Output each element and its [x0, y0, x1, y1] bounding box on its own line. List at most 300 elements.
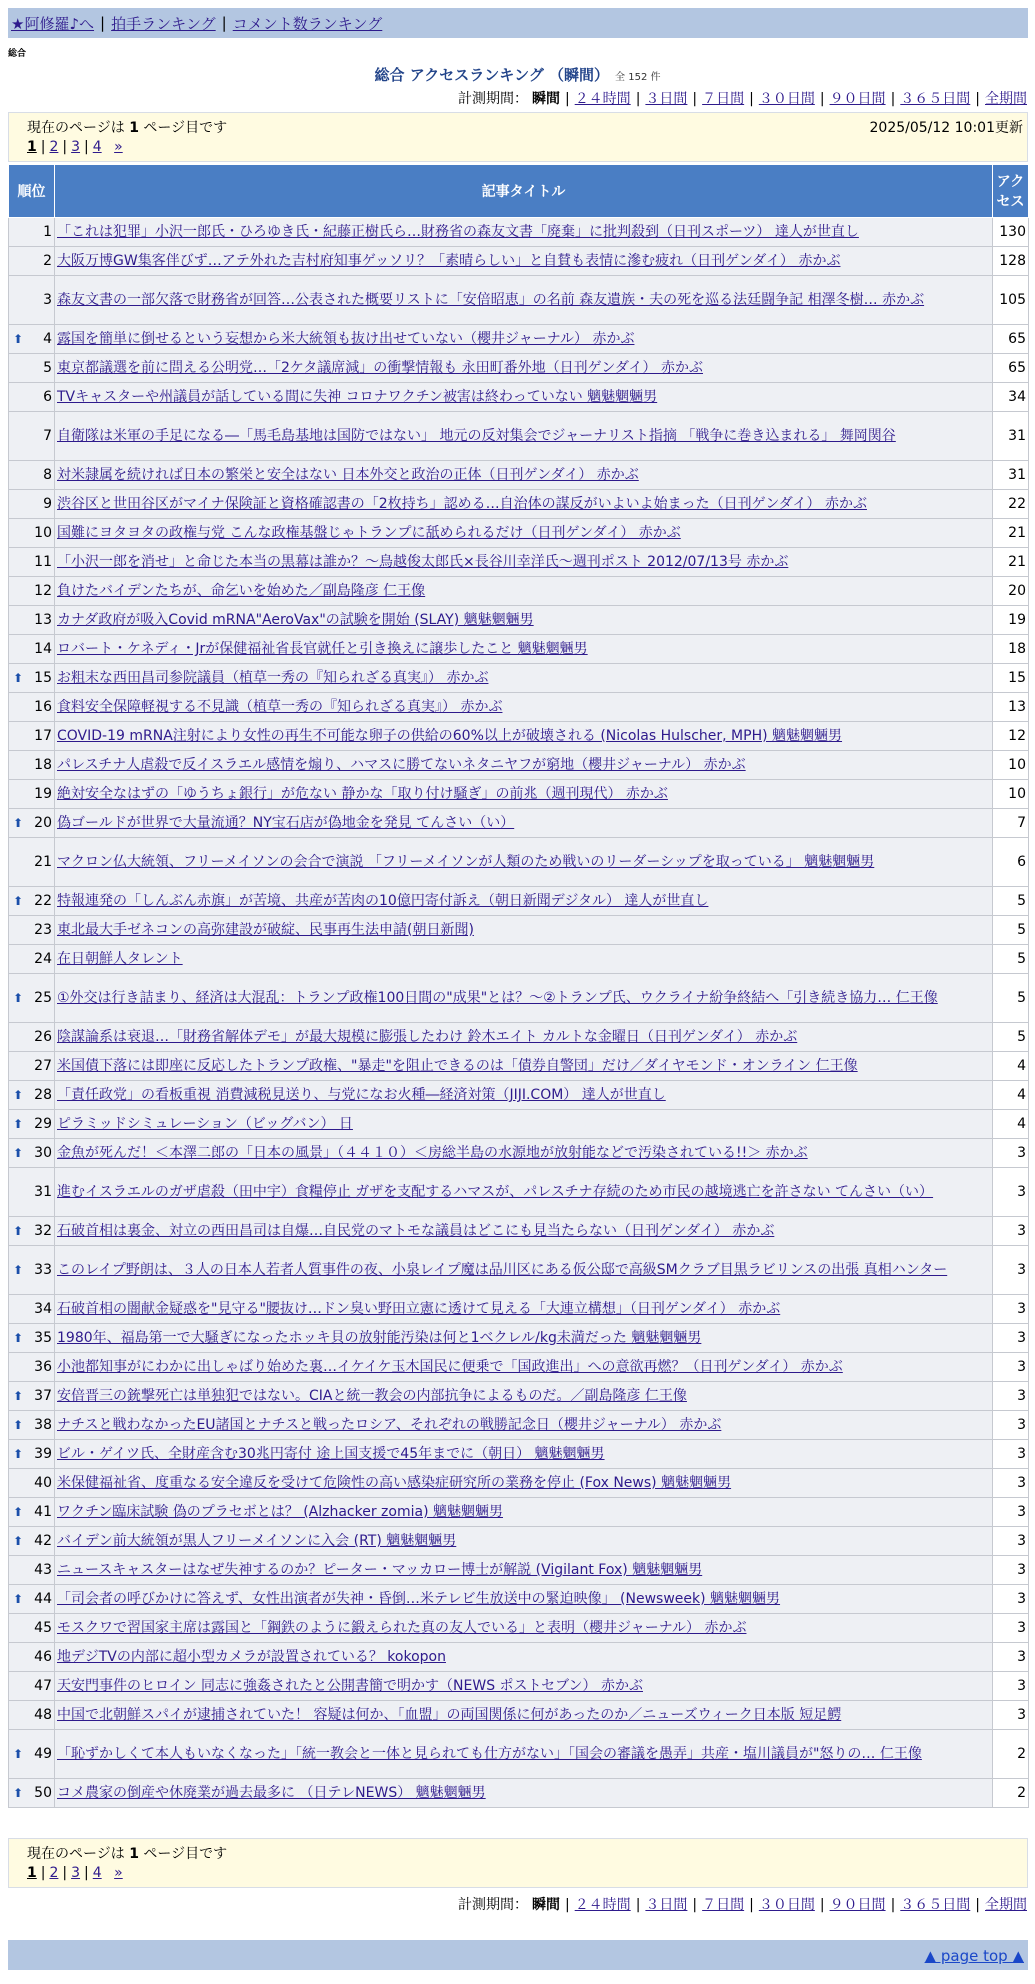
period-separator: |	[819, 91, 825, 107]
title-cell	[55, 354, 993, 383]
pager-current: 1	[27, 1865, 37, 1881]
rank-number: 38	[34, 1417, 52, 1433]
title-cell	[55, 1324, 993, 1353]
header-title: 記事タイトル	[55, 165, 993, 218]
period-current: 瞬間	[531, 91, 560, 107]
title-cell	[55, 383, 993, 412]
title-cell	[55, 1023, 993, 1052]
rank-cell	[9, 1353, 55, 1382]
article-link[interactable]: 米保健福祉省、度重なる安全違反を受けて危険性の高い感染症研究所の業務を停止 (Fox News) 魑魅魍魎男	[57, 1475, 732, 1491]
rank-number: 30	[34, 1145, 52, 1161]
access-count: 13	[993, 693, 1029, 722]
rank-cell	[9, 751, 55, 780]
rank-number: 16	[34, 699, 52, 715]
access-count: 5	[993, 1023, 1029, 1052]
pager-next[interactable]: »	[114, 1865, 123, 1881]
rank-number: 49	[34, 1746, 52, 1762]
article-link[interactable]: 小池都知事がにわかに出しゃばり始めた裏…イケイケ玉木国民に便乗で「国政進出」への意欲再燃？（日刊ゲンダイ） 赤かぶ	[57, 1359, 843, 1375]
rank-number: 6	[43, 389, 52, 405]
title-cell	[55, 412, 993, 461]
period-option-link[interactable]: ３０日間	[758, 1897, 815, 1913]
header-access: アクセス	[993, 165, 1029, 218]
period-separator: |	[564, 1897, 570, 1913]
up-arrow-icon: ⬆	[13, 1505, 24, 1519]
rank-cell	[9, 887, 55, 916]
table-row	[9, 1246, 1029, 1295]
period-separator: |	[819, 1897, 825, 1913]
pager-separator: |	[40, 1865, 46, 1881]
title-cell	[55, 247, 993, 276]
pager-link[interactable]: 3	[71, 139, 81, 155]
current-page-text	[27, 1843, 227, 1863]
page-info-bottom	[8, 1838, 1028, 1888]
page-suffix: ページ目です	[143, 1846, 228, 1862]
table-row	[9, 606, 1029, 635]
rank-number: 29	[34, 1116, 52, 1132]
rank-number: 35	[34, 1330, 52, 1346]
table-row	[9, 490, 1029, 519]
article-link[interactable]: 食料安全保障軽視する不見識（植草一秀の『知られざる真実』） 赤かぶ	[57, 699, 503, 715]
rank-number: 21	[34, 854, 52, 870]
rank-number: 20	[34, 815, 52, 831]
article-link[interactable]: 金魚が死んだ！＜本澤二郎の「日本の風景」（４４１０）＜房総半島の水源地が放射能などで汚染されている!!＞ 赤かぶ	[57, 1145, 808, 1161]
pager-link[interactable]: 4	[92, 1865, 102, 1881]
table-row	[9, 412, 1029, 461]
title-cell	[55, 1295, 993, 1324]
article-link[interactable]: 「司会者の呼びかけに答えず、女性出演者が失神・昏倒…米テレビ生放送中の緊迫映像」 (Newsweek) 魑魅魍魎男	[57, 1591, 781, 1607]
title-cell	[55, 1614, 993, 1643]
title-cell	[55, 945, 993, 974]
article-link[interactable]: 森友文書の一部欠落で財務省が回答…公表された概要リストに「安倍昭恵」の名前 森友遺族・夫の死を巡る法廷闘争記 相澤冬樹… 赤かぶ	[57, 292, 925, 308]
table-row	[9, 722, 1029, 751]
rank-number: 31	[34, 1184, 52, 1200]
table-row	[9, 1643, 1029, 1672]
access-count: 3	[993, 1246, 1029, 1295]
access-count: 130	[993, 218, 1029, 247]
page-prefix: 現在のページは	[27, 1846, 125, 1862]
article-link[interactable]: モスクワで習国家主席は露国と「鋼鉄のように鍛えられた真の友人でいる」と表明（櫻井ジャーナル） 赤かぶ	[57, 1620, 747, 1636]
rank-number: 18	[34, 757, 52, 773]
rank-number: 33	[34, 1262, 52, 1278]
article-link[interactable]: 石破首相は裏金、対立の西田昌司は自爆…自民党のマトモな議員はどこにも見当たらない（日刊ゲンダイ） 赤かぶ	[57, 1223, 775, 1239]
rank-cell	[9, 1469, 55, 1498]
up-arrow-icon: ⬆	[13, 894, 24, 908]
table-row	[9, 519, 1029, 548]
article-link[interactable]: 1980年、福島第一で大騒ぎになったホッキ貝の放射能汚染は何と1ベクレル/kg未満だった 魑魅魍魎男	[57, 1330, 702, 1346]
article-link[interactable]: 露国を簡単に倒せるという妄想から米大統領も抜け出せていない（櫻井ジャーナル） 赤かぶ	[57, 331, 635, 347]
table-row	[9, 276, 1029, 325]
table-row	[9, 577, 1029, 606]
title-cell	[55, 1382, 993, 1411]
article-link[interactable]: カナダ政府が吸入Covid mRNA"AeroVax"の試験を開始 (SLAY) 魑魅魍魎男	[57, 612, 534, 628]
page-number: 1	[129, 120, 139, 136]
article-link[interactable]: ナチスと戦わなかったEU諸国とナチスと戦ったロシア、それぞれの戦勝記念日（櫻井ジャーナル） 赤かぶ	[57, 1417, 722, 1433]
article-link[interactable]: 自衛隊は米軍の手足になる―「馬毛島基地は国防ではない」 地元の反対集会でジャーナリスト指摘 「戦争に巻き込まれる」 舞岡関谷	[57, 428, 896, 444]
rank-number: 13	[34, 612, 52, 628]
title-cell	[55, 1469, 993, 1498]
title-cell	[55, 1498, 993, 1527]
period-option-link[interactable]: ２４時間	[574, 91, 631, 107]
pager-link[interactable]: 4	[92, 139, 102, 155]
access-count: 7	[993, 809, 1029, 838]
rank-cell	[9, 916, 55, 945]
table-row	[9, 1614, 1029, 1643]
table-row	[9, 838, 1029, 887]
page-top-link[interactable]: ▲ page top ▲	[924, 1947, 1024, 1965]
article-link[interactable]: 「責任政党」の看板重視 消費減税見送り、与党になお火種―経済対策（JIJI.COM） 達人が世直し	[57, 1087, 666, 1103]
pager-link[interactable]: 2	[49, 1865, 59, 1881]
article-link[interactable]: 東北最大手ゼネコンの高弥建設が破綻、民事再生法申請(朝日新聞)	[57, 922, 474, 938]
title-cell	[55, 1168, 993, 1217]
period-option-link[interactable]: ９０日間	[829, 91, 886, 107]
article-link[interactable]: 「恥ずかしくて本人もいなくなった」「統一教会と一体と見られても仕方がない」「国会の審議を愚弄」共産・塩川議員が"怒りの… 仁王像	[57, 1746, 922, 1762]
period-option-link[interactable]: 全期間	[985, 91, 1027, 107]
access-count: 105	[993, 276, 1029, 325]
access-count: 20	[993, 577, 1029, 606]
period-separator: |	[975, 91, 980, 107]
rank-cell	[9, 1730, 55, 1779]
access-count: 21	[993, 548, 1029, 577]
pager-separator: |	[84, 139, 89, 155]
updated-timestamp: 2025/05/12 10:01更新	[869, 120, 1023, 136]
up-arrow-icon: ⬆	[13, 1263, 24, 1277]
access-count: 5	[993, 945, 1029, 974]
table-row	[9, 1556, 1029, 1585]
article-link[interactable]: パレスチナ人虐殺で反イスラエル感情を煽り、ハマスに勝てないネタニヤフが窮地（櫻井ジャーナル） 赤かぶ	[57, 757, 746, 773]
article-link[interactable]: 偽ゴールドが世界で大量流通？NY宝石店が偽地金を発見 てんさい（い）	[57, 815, 515, 831]
table-row	[9, 1440, 1029, 1469]
top-nav-bar	[8, 8, 1028, 38]
rank-number: 19	[34, 786, 52, 802]
rank-number: 43	[34, 1562, 52, 1578]
article-link[interactable]: ロバート・ケネディ・Jrが保健福祉省長官就任と引き換えに譲歩したこと 魑魅魍魎男	[57, 641, 588, 657]
table-row	[9, 693, 1029, 722]
table-row	[9, 1779, 1029, 1808]
article-link[interactable]: 東京都議選を前に問える公明党…「2ケタ議席減」の衝撃情報も 永田町番外地（日刊ゲンダイ） 赤かぶ	[57, 360, 703, 376]
table-row	[9, 916, 1029, 945]
period-option-link[interactable]: ３６５日間	[900, 91, 971, 107]
access-count: 18	[993, 635, 1029, 664]
period-separator: |	[692, 1897, 698, 1913]
access-count: 3	[993, 1217, 1029, 1246]
access-count: 10	[993, 780, 1029, 809]
bottom-bar	[8, 1940, 1028, 1970]
article-link[interactable]: 石破首相の闇献金疑惑を"見守る"腰抜け…ドン臭い野田立憲に透けて見える「大連立構想」（日刊ゲンダイ） 赤かぶ	[57, 1301, 781, 1317]
article-link[interactable]: バイデン前大統領が黒人フリーメイソンに入会 (RT) 魑魅魍魎男	[57, 1533, 457, 1549]
title-cell	[55, 577, 993, 606]
rank-number: 37	[34, 1388, 52, 1404]
rank-cell	[9, 1556, 55, 1585]
table-row	[9, 325, 1029, 354]
article-link[interactable]: コメ農家の倒産や休廃業が過去最多に （日テレNEWS） 魑魅魍魎男	[57, 1785, 486, 1801]
total-count: 全 152 件	[615, 72, 661, 83]
access-count: 31	[993, 461, 1029, 490]
access-count: 21	[993, 519, 1029, 548]
table-row	[9, 887, 1029, 916]
period-option-link[interactable]: ９０日間	[829, 1897, 886, 1913]
up-arrow-icon: ⬆	[13, 1747, 24, 1761]
rank-number: 34	[34, 1301, 52, 1317]
rank-number: 44	[34, 1591, 52, 1607]
nav-separator: |	[100, 14, 106, 32]
article-link[interactable]: 特報連発の「しんぶん赤旗」が苦境、共産が苦肉の10億円寄付訴え（朝日新聞デジタル） 達人が世直し	[57, 893, 709, 909]
rank-number: 24	[34, 951, 52, 967]
rank-number: 42	[34, 1533, 52, 1549]
title-cell	[55, 461, 993, 490]
table-row	[9, 1139, 1029, 1168]
article-link[interactable]: 「これは犯罪」小沢一郎氏・ひろゆき氏・紀藤正樹氏ら…財務省の森友文書「廃棄」に批判殺到（日刊スポーツ） 達人が世直し	[57, 224, 859, 240]
pager-spacer	[106, 139, 110, 155]
period-option-link[interactable]: 全期間	[985, 1897, 1027, 1913]
title-cell	[55, 1110, 993, 1139]
title-cell	[55, 490, 993, 519]
access-count: 3	[993, 1701, 1029, 1730]
rank-cell	[9, 838, 55, 887]
rank-number: 10	[34, 525, 52, 541]
rank-number: 9	[43, 496, 52, 512]
table-header-row	[9, 165, 1029, 218]
title-cell	[55, 664, 993, 693]
nav-link-clap-ranking[interactable]: 拍手ランキング	[111, 14, 216, 33]
table-row	[9, 635, 1029, 664]
rank-number: 28	[34, 1087, 52, 1103]
access-count: 3	[993, 1295, 1029, 1324]
title-cell	[55, 1701, 993, 1730]
nav-link-comment-ranking[interactable]: コメント数ランキング	[232, 14, 383, 33]
access-count: 3	[993, 1614, 1029, 1643]
up-arrow-icon: ⬆	[13, 1117, 24, 1131]
article-link[interactable]: ニュースキャスターはなぜ失神するのか？ピーター・マッカロー博士が解説 (Vigilant Fox) 魑魅魍魎男	[57, 1562, 703, 1578]
rank-cell	[9, 1139, 55, 1168]
article-link[interactable]: 絶対安全なはずの「ゆうちょ銀行」が危ない 静かな「取り付け騒ぎ」の前兆（週刊現代） 赤かぶ	[57, 786, 668, 802]
access-count: 19	[993, 606, 1029, 635]
rank-cell	[9, 1217, 55, 1246]
period-separator: |	[890, 91, 896, 107]
up-arrow-icon: ⬆	[13, 1331, 24, 1345]
rank-number: 47	[34, 1678, 52, 1694]
article-link[interactable]: 対米隷属を続ければ日本の繁栄と安全はない 日本外交と政治の正体（日刊ゲンダイ） 赤かぶ	[57, 467, 639, 483]
nav-link-asyura[interactable]: ★阿修羅♪へ	[11, 14, 95, 33]
title-cell	[55, 1081, 993, 1110]
article-link[interactable]: お粗末な西田昌司参院議員（植草一秀の『知られざる真実』） 赤かぶ	[57, 670, 489, 686]
up-arrow-icon: ⬆	[13, 1534, 24, 1548]
article-link[interactable]: 陰謀論系は衰退…「財務省解体デモ」が最大規模に膨張したわけ 鈴木エイト カルトな金曜日（日刊ゲンダイ） 赤かぶ	[57, 1029, 798, 1045]
article-link[interactable]: 天安門事件のヒロイン 同志に強姦されたと公開書簡で明かす（NEWS ポストセブン） 赤かぶ	[57, 1678, 643, 1694]
title-cell	[55, 780, 993, 809]
title-cell	[55, 722, 993, 751]
rank-cell	[9, 218, 55, 247]
pager	[27, 139, 123, 155]
up-arrow-icon: ⬆	[13, 1786, 24, 1800]
ranking-title-text: 総合 アクセスランキング （瞬間）	[374, 66, 610, 84]
rank-number: 1	[43, 224, 52, 240]
rank-number: 8	[43, 467, 52, 483]
rank-cell	[9, 1023, 55, 1052]
access-count: 3	[993, 1643, 1029, 1672]
up-arrow-icon: ⬆	[13, 1592, 24, 1606]
period-option-link[interactable]: ３６５日間	[900, 1897, 971, 1913]
rank-cell	[9, 1672, 55, 1701]
page-info-top	[8, 112, 1028, 162]
access-count: 65	[993, 354, 1029, 383]
access-count: 3	[993, 1168, 1029, 1217]
title-cell	[55, 548, 993, 577]
rank-number: 39	[34, 1446, 52, 1462]
rank-number: 17	[34, 728, 52, 744]
rank-number: 7	[43, 428, 52, 444]
table-row	[9, 1168, 1029, 1217]
rank-cell	[9, 1779, 55, 1808]
access-count: 15	[993, 664, 1029, 693]
access-count: 3	[993, 1498, 1029, 1527]
access-count: 3	[993, 1585, 1029, 1614]
period-option-link[interactable]: ３０日間	[758, 91, 815, 107]
pager-separator: |	[84, 1865, 89, 1881]
article-link[interactable]: 渋谷区と世田谷区がマイナ保険証と資格確認書の「2枚持ち」認める…自治体の謀反がいよいよ始まった（日刊ゲンダイ） 赤かぶ	[57, 496, 867, 512]
rank-cell	[9, 490, 55, 519]
table-row	[9, 1353, 1029, 1382]
period-option-link[interactable]: ２４時間	[574, 1897, 631, 1913]
pager-separator: |	[62, 139, 68, 155]
title-cell	[55, 838, 993, 887]
article-link[interactable]: このレイプ野朗は、３人の日本人若者人質事件の夜、小泉レイプ魔は品川区にある仮公邸で高級SMクラブ目黒ラビリンスの出張 真相ハンター	[57, 1262, 948, 1278]
rank-cell	[9, 809, 55, 838]
rank-cell	[9, 974, 55, 1023]
article-link[interactable]: ピラミッドシミュレーション（ビッグバン） 日	[57, 1116, 353, 1132]
rank-cell	[9, 519, 55, 548]
rank-cell	[9, 1246, 55, 1295]
table-row	[9, 809, 1029, 838]
rank-number: 27	[34, 1058, 52, 1074]
ranking-table	[8, 164, 1029, 1808]
rank-cell	[9, 1382, 55, 1411]
rank-cell	[9, 1110, 55, 1139]
table-row	[9, 218, 1029, 247]
pager-link[interactable]: 3	[71, 1865, 81, 1881]
article-link[interactable]: 地デジTVの内部に超小型カメラが設置されている？ kokopon	[57, 1649, 446, 1665]
article-link[interactable]: 安倍晋三の銃撃死亡は単独犯ではない。CIAと統一教会の内部抗争によるものだ。／副島隆彦 仁王像	[57, 1388, 687, 1404]
access-count: 6	[993, 838, 1029, 887]
period-option-link[interactable]: ３日間	[645, 1897, 688, 1913]
nav-separator: |	[221, 14, 227, 32]
article-link[interactable]: 大阪万博GW集客伴びず…アテ外れた吉村府知事ゲッソリ？「素晴らしい」と自賛も表情に滲む疲れ（日刊ゲンダイ） 赤かぶ	[57, 253, 841, 269]
pager-link[interactable]: 2	[49, 139, 59, 155]
table-row	[9, 945, 1029, 974]
article-link[interactable]: ①外交は行き詰まり、経済は大混乱：トランプ政権100日間の"成果"とは？～②トランプ氏、ウクライナ紛争終結へ「引き続き協力… 仁王像	[57, 990, 938, 1006]
up-arrow-icon: ⬆	[13, 1389, 24, 1403]
article-link[interactable]: 「小沢一郎を消せ」と命じた本当の黒幕は誰か？～鳥越俊太郎氏×長谷川幸洋氏～週刊ポスト 2012/07/13号 赤かぶ	[57, 554, 789, 570]
table-row	[9, 354, 1029, 383]
article-link[interactable]: 国難にヨタヨタの政権与党 こんな政権基盤じゃトランプに舐められるだけ（日刊ゲンダイ） 赤かぶ	[57, 525, 681, 541]
access-count: 3	[993, 1527, 1029, 1556]
table-row	[9, 664, 1029, 693]
period-option-link[interactable]: ３日間	[645, 91, 688, 107]
article-link[interactable]: 在日朝鮮人タレント	[57, 951, 183, 967]
rank-cell	[9, 1411, 55, 1440]
article-link[interactable]: マクロン仏大統領、フリーメイソンの会合で演説 「フリーメイソンが人類のため戦いのリーダーシップを取っている」 魑魅魍魎男	[57, 854, 875, 870]
rank-cell	[9, 1081, 55, 1110]
current-page-text	[27, 117, 227, 137]
table-row	[9, 1701, 1029, 1730]
rank-cell	[9, 577, 55, 606]
table-row	[9, 1110, 1029, 1139]
table-row	[9, 1324, 1029, 1353]
access-count: 3	[993, 1382, 1029, 1411]
title-cell	[55, 809, 993, 838]
access-count: 31	[993, 412, 1029, 461]
access-count: 3	[993, 1324, 1029, 1353]
rank-number: 15	[34, 670, 52, 686]
access-count: 12	[993, 722, 1029, 751]
rank-cell	[9, 722, 55, 751]
table-row	[9, 1585, 1029, 1614]
rank-number: 40	[34, 1475, 52, 1491]
article-link[interactable]: 中国で北朝鮮スパイが逮捕されていた！ 容疑は何か、「血盟」の両国関係に何があったのか／ニューズウィーク日本版 短足鰐	[57, 1707, 842, 1723]
pager-next[interactable]: »	[114, 139, 123, 155]
rank-cell	[9, 1527, 55, 1556]
title-cell	[55, 1217, 993, 1246]
period-separator: |	[635, 91, 641, 107]
rank-number: 5	[43, 360, 52, 376]
article-link[interactable]: 米国債下落には即座に反応したトランプ政権、"暴走"を阻止できるのは「債券自警団」だけ／ダイヤモンド・オンライン 仁王像	[57, 1058, 858, 1074]
rank-number: 48	[34, 1707, 52, 1723]
title-cell	[55, 1353, 993, 1382]
access-count: 3	[993, 1411, 1029, 1440]
rank-number: 32	[34, 1223, 52, 1239]
pager-current: 1	[27, 139, 37, 155]
table-row	[9, 1411, 1029, 1440]
title-cell	[55, 1052, 993, 1081]
rank-cell	[9, 693, 55, 722]
page-number: 1	[129, 1846, 139, 1862]
rank-number: 50	[34, 1785, 52, 1801]
access-count: 3	[993, 1556, 1029, 1585]
rank-cell	[9, 1643, 55, 1672]
section-tag: 総合	[8, 49, 27, 59]
table-row	[9, 383, 1029, 412]
title-cell	[55, 693, 993, 722]
title-cell	[55, 1643, 993, 1672]
rank-cell	[9, 325, 55, 354]
period-option-link[interactable]: ７日間	[702, 1897, 745, 1913]
table-row	[9, 1052, 1029, 1081]
access-count: 3	[993, 1440, 1029, 1469]
article-link[interactable]: COVID-19 mRNA注射により女性の再生不可能な卵子の供給の60%以上が破壊される (Nicolas Hulscher, MPH) 魑魅魍魎男	[57, 728, 843, 744]
access-count: 65	[993, 325, 1029, 354]
period-option-link[interactable]: ７日間	[702, 91, 745, 107]
table-row	[9, 1217, 1029, 1246]
title-cell	[55, 1440, 993, 1469]
ranking-title	[0, 64, 1035, 85]
pager-separator: |	[62, 1865, 68, 1881]
rank-number: 22	[34, 893, 52, 909]
article-link[interactable]: ビル・ゲイツ氏、全財産含む30兆円寄付 途上国支援で45年までに（朝日） 魑魅魍魎男	[57, 1446, 605, 1462]
up-arrow-icon: ⬆	[13, 991, 24, 1005]
rank-number: 3	[43, 292, 52, 308]
period-separator: |	[749, 1897, 754, 1913]
table-row	[9, 1527, 1029, 1556]
article-link[interactable]: 進むイスラエルのガザ虐殺（田中宇）食糧停止 ガザを支配するハマスが、パレスチナ存続のため市民の越境逃亡を許さない てんさい（い）	[57, 1184, 934, 1200]
article-link[interactable]: TVキャスターや州議員が話している間に失神 コロナワクチン被害は終わっていない 魑魅魍魎男	[57, 389, 658, 405]
up-arrow-icon: ⬆	[13, 1146, 24, 1160]
rank-number: 25	[34, 990, 52, 1006]
title-cell	[55, 276, 993, 325]
table-row	[9, 1382, 1029, 1411]
up-arrow-icon: ⬆	[13, 1447, 24, 1461]
article-link[interactable]: 負けたバイデンたちが、命乞いを始めた／副島隆彦 仁王像	[57, 583, 426, 599]
article-link[interactable]: ワクチン臨床試験 偽のプラセボとは？ (Alzhacker zomia) 魑魅魍魎男	[57, 1504, 503, 1520]
page-suffix: ページ目です	[143, 120, 228, 136]
